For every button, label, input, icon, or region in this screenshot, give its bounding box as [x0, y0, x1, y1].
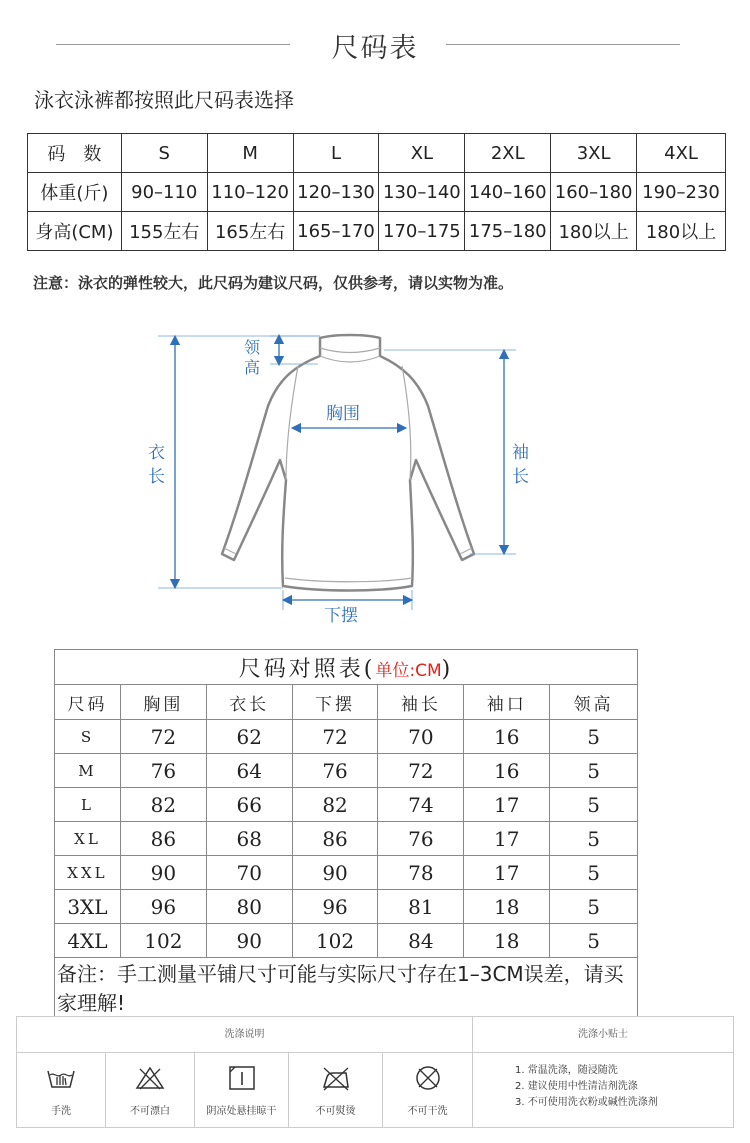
- table-cell: 180以上: [637, 212, 726, 251]
- table-cell: 140–160: [465, 173, 551, 212]
- table-cell: 66: [206, 788, 292, 822]
- table-cell: 17: [464, 856, 550, 890]
- table-cell: 5: [550, 890, 638, 924]
- table-cell: L: [293, 134, 379, 173]
- column-header: 袖口: [464, 685, 550, 720]
- care-item: [289, 1053, 383, 1127]
- table-cell: 78: [378, 856, 464, 890]
- label-collar: 领: [244, 338, 261, 357]
- table-cell: 86: [292, 822, 378, 856]
- table-cell: 76: [292, 754, 378, 788]
- column-header: 袖长: [378, 685, 464, 720]
- table-row: [28, 212, 726, 251]
- table-cell: 16: [464, 720, 550, 754]
- table-cell: 165左右: [207, 212, 293, 251]
- column-header: 胸围: [120, 685, 206, 720]
- table-cell: 130–140: [379, 173, 465, 212]
- column-header: 尺码: [55, 685, 121, 720]
- size-chart-title: 尺码对照表: [238, 656, 364, 682]
- table-cell: 81: [378, 890, 464, 924]
- table-cell: M: [55, 754, 121, 788]
- table-cell: 96: [120, 890, 206, 924]
- table-cell: 17: [464, 788, 550, 822]
- table-title-row: [55, 650, 638, 685]
- column-header: 衣长: [206, 685, 292, 720]
- table-cell: 90: [206, 924, 292, 958]
- care-label: 不可干洗: [407, 1106, 448, 1117]
- care-head-left: 洗涤说明: [17, 1017, 473, 1053]
- table-cell: 70: [378, 720, 464, 754]
- table-cell: 190–230: [637, 173, 726, 212]
- table-row: [55, 754, 638, 788]
- table-cell: 82: [120, 788, 206, 822]
- table-cell: 2XL: [465, 134, 551, 173]
- care-label: 不可漂白: [130, 1106, 170, 1117]
- table-cell: 62: [206, 720, 292, 754]
- table-cell: 5: [550, 856, 638, 890]
- care-label: 不可熨烫: [315, 1106, 356, 1117]
- care-tip: 1. 常温洗涤，随浸随洗: [515, 1065, 618, 1076]
- table-cell: 175–180: [465, 212, 551, 251]
- table-cell: 86: [120, 822, 206, 856]
- table-cell: 84: [378, 924, 464, 958]
- table-row: [55, 788, 638, 822]
- table-cell: 110–120: [207, 173, 293, 212]
- garment-measure-diagram: [140, 320, 540, 630]
- table-cell: 102: [292, 924, 378, 958]
- unit-label: 单位:CM: [375, 660, 442, 681]
- table-remark-row: [55, 958, 638, 1017]
- table-cell: 72: [120, 720, 206, 754]
- care-item: [106, 1053, 195, 1127]
- table-cell: 165–170: [293, 212, 379, 251]
- size-note: 注意：泳衣的弹性较大，此尺码为建议尺码，仅供参考，请以实物为准。: [33, 274, 514, 292]
- table-cell: 90: [120, 856, 206, 890]
- table-cell: 17: [464, 822, 550, 856]
- table-cell: 82: [292, 788, 378, 822]
- table-cell: 4XL: [637, 134, 726, 173]
- label-hem: 下摆: [324, 606, 358, 626]
- care-item: [383, 1053, 473, 1127]
- unit-paren-open: (: [363, 656, 376, 682]
- table-row: [28, 134, 726, 173]
- care-label: 阴凉处悬挂晾干: [206, 1106, 277, 1117]
- page-title: 尺码表: [331, 33, 419, 64]
- no-dry-clean-icon: [412, 1065, 444, 1091]
- table-cell: 70: [206, 856, 292, 890]
- table-cell: 155左右: [121, 212, 207, 251]
- table-cell: 120–130: [293, 173, 379, 212]
- label-sleeve: 袖: [512, 443, 529, 463]
- table-header-row: [55, 685, 638, 720]
- care-head-right: 洗涤小贴士: [473, 1017, 733, 1053]
- table-row: [55, 822, 638, 856]
- line-dry-shade-icon: [226, 1065, 258, 1091]
- label-collar: 高: [244, 358, 261, 377]
- table-cell: 72: [378, 754, 464, 788]
- care-instructions: [16, 1016, 734, 1128]
- table-cell: XXL: [55, 856, 121, 890]
- table-cell: 170–175: [379, 212, 465, 251]
- size-chart-table: [54, 649, 638, 1017]
- table-cell: 74: [378, 788, 464, 822]
- unit-paren-close: ): [441, 656, 454, 682]
- column-header: 领高: [550, 685, 638, 720]
- table-cell: 160–180: [551, 173, 637, 212]
- table-row: [55, 924, 638, 958]
- table-cell: S: [121, 134, 207, 173]
- table-cell: 5: [550, 788, 638, 822]
- size-recommendation-table: [27, 133, 726, 251]
- table-cell: 90: [292, 856, 378, 890]
- table-cell: 5: [550, 822, 638, 856]
- table-cell: 18: [464, 924, 550, 958]
- table-cell: 72: [292, 720, 378, 754]
- label-length: 衣: [148, 443, 165, 463]
- care-tip: 2. 建议使用中性清洁剂洗涤: [515, 1081, 638, 1092]
- table-cell: 4XL: [55, 924, 121, 958]
- table-cell: 3XL: [55, 890, 121, 924]
- table-cell: XL: [55, 822, 121, 856]
- table-cell: XL: [379, 134, 465, 173]
- care-label: 手洗: [51, 1106, 71, 1117]
- table-cell: M: [207, 134, 293, 173]
- table-cell: 5: [550, 754, 638, 788]
- table-cell: 180以上: [551, 212, 637, 251]
- care-tip: 3. 不可使用洗衣粉或碱性洗涤剂: [515, 1097, 658, 1108]
- table-row: [55, 720, 638, 754]
- table-cell: 80: [206, 890, 292, 924]
- label-length: 长: [148, 467, 165, 487]
- label-sleeve: 长: [512, 467, 529, 487]
- table-cell: L: [55, 788, 121, 822]
- table-cell: 76: [378, 822, 464, 856]
- table-cell: 90–110: [121, 173, 207, 212]
- care-item: [17, 1053, 106, 1127]
- table-cell: 3XL: [551, 134, 637, 173]
- table-cell: S: [55, 720, 121, 754]
- table-cell: 码 数: [28, 134, 122, 173]
- measure-remark: 备注：手工测量平铺尺寸可能与实际尺寸存在1–3CM误差，请买家理解!: [55, 958, 638, 1017]
- table-cell: 体重(斤): [28, 173, 122, 212]
- page-subtitle: 泳衣泳裤都按照此尺码表选择: [34, 88, 294, 112]
- table-cell: 64: [206, 754, 292, 788]
- care-item: [195, 1053, 289, 1127]
- care-tips: [515, 1063, 658, 1111]
- table-cell: 96: [292, 890, 378, 924]
- column-header: 下摆: [292, 685, 378, 720]
- hand-wash-icon: [45, 1065, 77, 1091]
- table-cell: 18: [464, 890, 550, 924]
- table-row: [28, 173, 726, 212]
- table-cell: 68: [206, 822, 292, 856]
- label-chest: 胸围: [326, 404, 360, 424]
- table-cell: 身高(CM): [28, 212, 122, 251]
- table-cell: 5: [550, 924, 638, 958]
- table-cell: 76: [120, 754, 206, 788]
- table-row: [55, 856, 638, 890]
- table-row: [55, 890, 638, 924]
- no-iron-icon: [320, 1065, 352, 1091]
- table-cell: 102: [120, 924, 206, 958]
- no-bleach-icon: [134, 1065, 166, 1091]
- table-cell: 16: [464, 754, 550, 788]
- table-cell: 5: [550, 720, 638, 754]
